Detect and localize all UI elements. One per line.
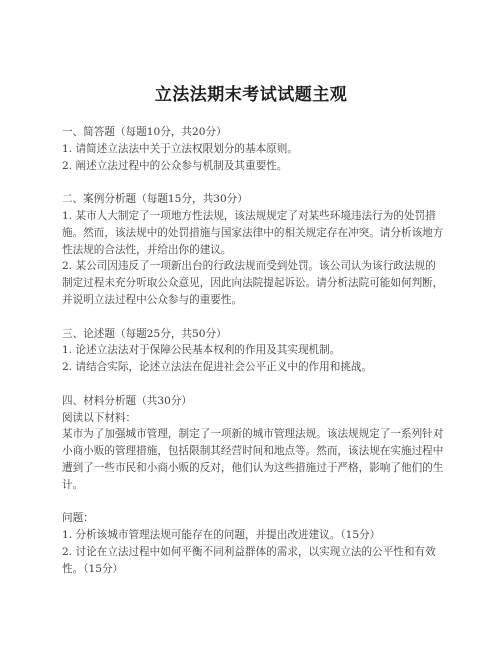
section-heading: 二、案例分析题（每题15分，共30分）: [62, 193, 248, 206]
question-item: 2. 请结合实际，论述立法法在促进社会公平正义中的作用和挑战。: [62, 361, 373, 374]
section-short-answer: [62, 124, 446, 174]
question-item: 1. 某市人大制定了一项地方性法规，该法规规定了对某些环境违法行为的处罚措施。然而，该法规中的处罚措施与国家法律中的相关规定存在冲突。请分析该地方性法规的合法性，并给出你的建议。: [62, 209, 444, 256]
section-case-analysis: [62, 191, 446, 309]
material-text: 某市为了加强城市管理，制定了一项新的城市管理法规。该法规规定了一系列针对小商小贩的管理措施，包括限制其经营时间和地点等。然而，该法规在实施过程中遭到了一些市民和小商小贩的反对，他们认为这些措施过于严格，影响了他们的生计。: [62, 428, 444, 491]
section-questions: [62, 510, 446, 577]
question-item: 1. 分析该城市管理法规可能存在的问题，并提出改进建议。（15分）: [62, 529, 381, 542]
material-intro: 阅读以下材料：: [62, 411, 137, 424]
question-item: 2. 阐述立法过程中的公众参与机制及其重要性。: [62, 159, 288, 172]
question-item: 2. 某公司因违反了一项新出台的行政法规而受到处罚。该公司认为该行政法规的制定过程未充分听取公众意见，因此向法院提起诉讼。请分析法院可能如何判断，并说明立法过程中公众参与的重要性。: [62, 260, 444, 306]
document-body: [62, 124, 446, 594]
document-title: 立法法期末考试试题主观: [154, 85, 348, 105]
section-heading: 三、论述题（每题25分，共50分）: [62, 327, 227, 340]
question-item: 2. 讨论在立法过程中如何平衡不同利益群体的需求，以实现立法的公平性和有效性。（15分）: [62, 545, 436, 575]
section-heading: 四、材料分析题（共30分）: [62, 394, 193, 407]
question-item: 1. 论述立法法对于保障公民基本权利的作用及其实现机制。: [62, 344, 341, 357]
section-heading: 一、简答题（每题10分，共20分）: [62, 126, 227, 138]
question-item: 1. 请简述立法法中关于立法权限划分的基本原则。: [62, 142, 298, 155]
questions-heading: 问题：: [62, 512, 94, 525]
section-material-analysis: [62, 393, 446, 494]
section-essay: [62, 326, 446, 376]
